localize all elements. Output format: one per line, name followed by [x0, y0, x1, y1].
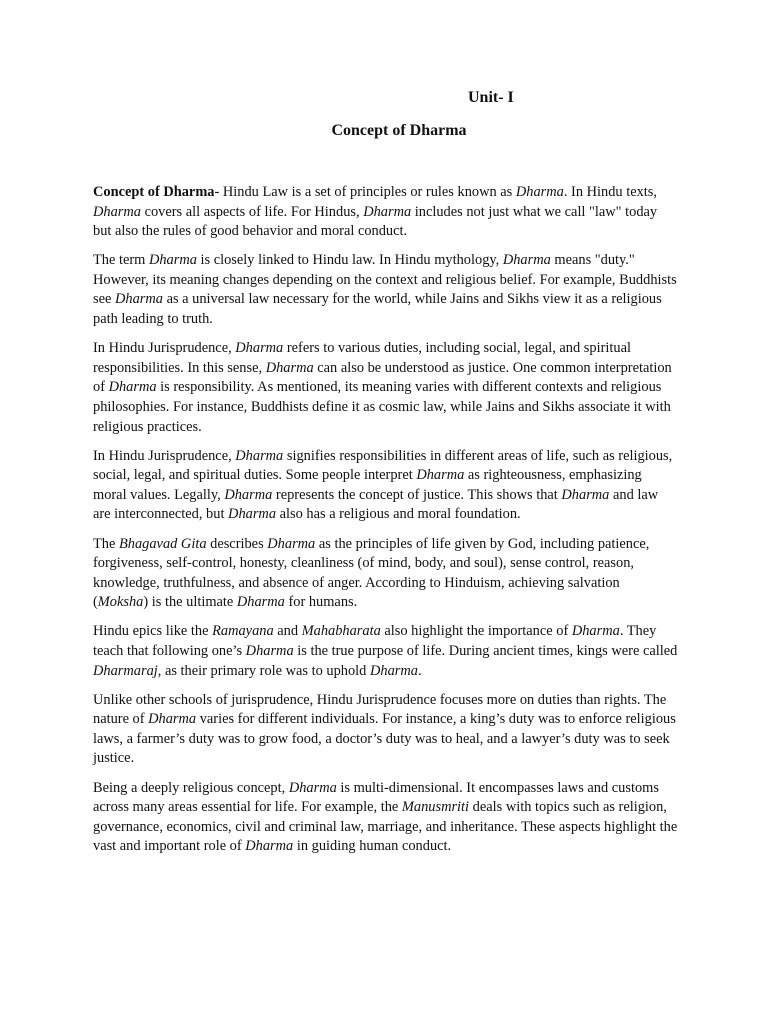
- italic-text: Dharmaraj: [93, 662, 158, 679]
- paragraph: [93, 535, 678, 613]
- italic-text: Dharma: [288, 779, 337, 796]
- text-run: for humans.: [284, 594, 358, 611]
- unit-heading: Unit- I: [468, 89, 514, 106]
- italic-text: Dharma: [265, 359, 314, 376]
- text-run: and: [273, 623, 302, 640]
- text-run: and law are interconnected, but: [93, 486, 659, 523]
- text-run: deals with topics such as religion, governance, economics, civil and criminal law, marriage, and inheritance. These aspects highlight the vast and important role of: [93, 799, 678, 855]
- text-run: includes not just what we call "law" today but also the rules of good behavior and moral conduct.: [93, 203, 658, 240]
- paragraph: [93, 251, 678, 329]
- text-run: . In Hindu texts,: [563, 184, 657, 200]
- text-run: as a universal law necessary for the world, while Jains and Sikhs view it as a religious path leading to truth.: [93, 291, 662, 328]
- paragraph: [93, 622, 678, 681]
- bold-text: Concept of Dharma: [93, 184, 215, 200]
- italic-text: Dharma: [267, 535, 316, 552]
- italic-text: Dharma: [93, 203, 141, 220]
- italic-text: Dharma: [236, 594, 285, 611]
- italic-text: Dharma: [114, 291, 163, 308]
- paragraph: [93, 339, 678, 437]
- italic-text: Dharma: [515, 184, 564, 200]
- italic-text: Dharma: [245, 642, 294, 659]
- text-run: The: [93, 535, 119, 552]
- text-run: In Hindu Jurisprudence,: [93, 340, 236, 357]
- italic-text: Dharma: [235, 340, 284, 357]
- text-run: means "duty." However, its meaning changes depending on the context and religious belief. For example, Buddhists see: [93, 252, 677, 308]
- text-run: In Hindu Jurisprudence,: [93, 447, 236, 464]
- italic-text: Dharma: [228, 506, 277, 523]
- italic-text: Dharma: [502, 252, 551, 269]
- paragraph: [93, 691, 678, 769]
- italic-text: Moksha: [97, 594, 144, 611]
- italic-text: Bhagavad Gita: [118, 535, 207, 552]
- italic-text: Dharma: [561, 486, 610, 503]
- italic-text: Ramayana: [212, 623, 274, 640]
- text-run: in guiding human conduct.: [293, 838, 452, 855]
- text-run: ) is the ultimate: [143, 594, 237, 611]
- text-run: Unlike other schools of jurisprudence, Hindu Jurisprudence focuses more on duties than rights. The nature of: [93, 691, 667, 728]
- text-run: as the principles of life given by God, including patience, forgiveness, self-control, honesty, cleanliness (of mind, body, and soul), sense control, reason, knowledge, truthfulness, and absence of anger. According to Hinduism, achieving salvation (: [93, 535, 650, 611]
- text-run: represents the concept of justice. This shows that: [272, 486, 562, 503]
- paragraph: [93, 183, 678, 242]
- text-run: as righteousness, emphasizing moral values. Legally,: [93, 467, 642, 503]
- paragraph: [93, 779, 678, 857]
- text-run: can also be understood as justice. One common interpretation of: [93, 359, 672, 396]
- italic-text: Dharma: [245, 838, 294, 855]
- text-run: , as their primary role was to uphold: [157, 662, 370, 679]
- italic-text: Mahabharata: [301, 623, 381, 640]
- italic-text: Manusmriti: [401, 799, 470, 816]
- italic-text: Dharma: [416, 467, 465, 484]
- text-run: . They teach that following one’s: [93, 623, 657, 659]
- text-run: is closely linked to Hindu law. In Hindu mythology,: [196, 252, 503, 269]
- text-run: describes: [206, 535, 268, 552]
- text-run: is the true purpose of life. During ancient times, kings were called: [293, 642, 678, 659]
- italic-text: Dharma: [148, 252, 197, 269]
- italic-text: Dharma: [108, 379, 157, 396]
- text-run: - Hindu Law is a set of principles or rules known as: [214, 184, 516, 200]
- text-run: also has a religious and moral foundation.: [276, 506, 521, 523]
- text-run: is multi-dimensional. It encompasses laws and customs across many areas essential for life. For example, the: [93, 779, 659, 816]
- document-body: [93, 183, 678, 866]
- page-title: Concept of Dharma: [331, 122, 467, 139]
- paragraph: [93, 447, 678, 525]
- italic-text: Dharma: [148, 711, 197, 728]
- text-run: also highlight the importance of: [380, 623, 572, 640]
- text-run: covers all aspects of life. For Hindus,: [140, 203, 364, 220]
- text-run: .: [417, 662, 422, 679]
- text-run: signifies responsibilities in different areas of life, such as religious, social, legal, and spiritual duties. Some people interpret: [93, 447, 673, 484]
- italic-text: Dharma: [369, 662, 418, 679]
- italic-text: Dharma: [363, 203, 412, 220]
- text-run: The term: [93, 252, 149, 269]
- italic-text: Dharma: [224, 486, 273, 503]
- text-run: Being a deeply religious concept,: [93, 779, 289, 796]
- text-run: refers to various duties, including social, legal, and spiritual responsibilities. In this sense,: [93, 340, 631, 376]
- text-run: varies for different individuals. For instance, a king’s duty was to enforce religious laws, a farmer’s duty was to grow food, a doctor’s duty was to heal, and a lawyer’s duty was to seek justice.: [93, 711, 676, 767]
- italic-text: Dharma: [571, 623, 620, 640]
- text-run: Hindu epics like the: [93, 623, 213, 640]
- italic-text: Dharma: [235, 447, 284, 464]
- text-run: is responsibility. As mentioned, its meaning varies with different contexts and religious philosophies. For instance, Buddhists define it as cosmic law, while Jains and Sikhs associate it with religious practices.: [93, 379, 671, 435]
